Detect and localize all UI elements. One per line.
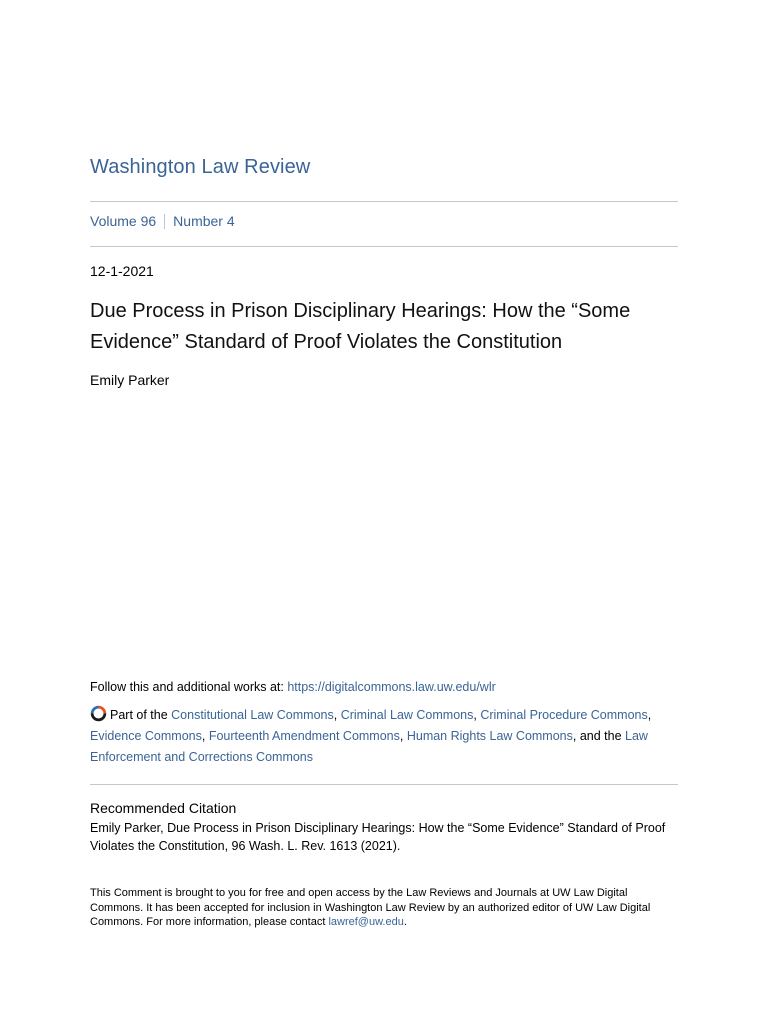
author-name: Emily Parker xyxy=(90,372,170,388)
commons-link[interactable]: Criminal Procedure Commons xyxy=(480,708,648,722)
commons-link[interactable]: Human Rights Law Commons xyxy=(406,729,573,743)
commons-link[interactable]: Law Enforcement and Corrections Commons xyxy=(90,729,648,764)
follow-line xyxy=(90,680,496,694)
publication-date: 12-1-2021 xyxy=(90,263,154,279)
commons-separator: , xyxy=(473,708,481,722)
divider xyxy=(90,784,678,785)
follow-prefix: Follow this and additional works at: xyxy=(90,680,288,694)
commons-separator: , xyxy=(333,708,341,722)
repository-link[interactable]: https://digitalcommons.law.uw.edu/wlr xyxy=(287,680,496,694)
citation-text: Emily Parker, Due Process in Prison Disciplinary Hearings: How the “Some Evidence” Standard of Proof Violates the Constitution, 96 Wash. L. Rev. 1613 (2021). xyxy=(90,821,666,853)
commons-separator: , xyxy=(399,729,407,743)
access-notice xyxy=(90,886,678,930)
access-notice-end: . xyxy=(403,916,407,928)
commons-separator: , xyxy=(201,729,209,743)
contact-email-link[interactable]: lawref@uw.edu xyxy=(328,916,404,928)
citation-heading: Recommended Citation xyxy=(90,800,237,816)
commons-separator: , xyxy=(647,708,652,722)
commons-link[interactable]: Constitutional Law Commons xyxy=(171,708,334,722)
commons-link[interactable]: Fourteenth Amendment Commons xyxy=(208,729,400,743)
divider xyxy=(90,201,678,202)
part-of-commons xyxy=(90,705,678,768)
cover-page xyxy=(90,0,678,1024)
part-of-prefix: Part of the xyxy=(110,708,172,722)
access-notice-text: This Comment is brought to you for free and open access by the Law Reviews and Journals at UW Law Digital Commons. It has been accepted for inclusion in Washington Law Review by an authorized editor of UW Law Digital Commons. For more information, please contact xyxy=(90,887,651,928)
volume-link[interactable]: Volume 96 xyxy=(90,213,157,229)
commons-final-joiner: , and the xyxy=(572,729,626,743)
commons-link[interactable]: Evidence Commons xyxy=(90,729,202,743)
journal-title-link[interactable]: Washington Law Review xyxy=(90,156,311,178)
divider xyxy=(90,246,678,247)
commons-link[interactable]: Criminal Law Commons xyxy=(340,708,474,722)
bepress-network-icon xyxy=(90,705,107,722)
article-title: Due Process in Prison Disciplinary Hearings: How the “Some Evidence” Standard of Proof Violates the Constitution xyxy=(90,300,631,353)
issue-separator xyxy=(164,214,165,229)
number-link[interactable]: Number 4 xyxy=(173,213,235,229)
issue-line xyxy=(90,213,235,229)
